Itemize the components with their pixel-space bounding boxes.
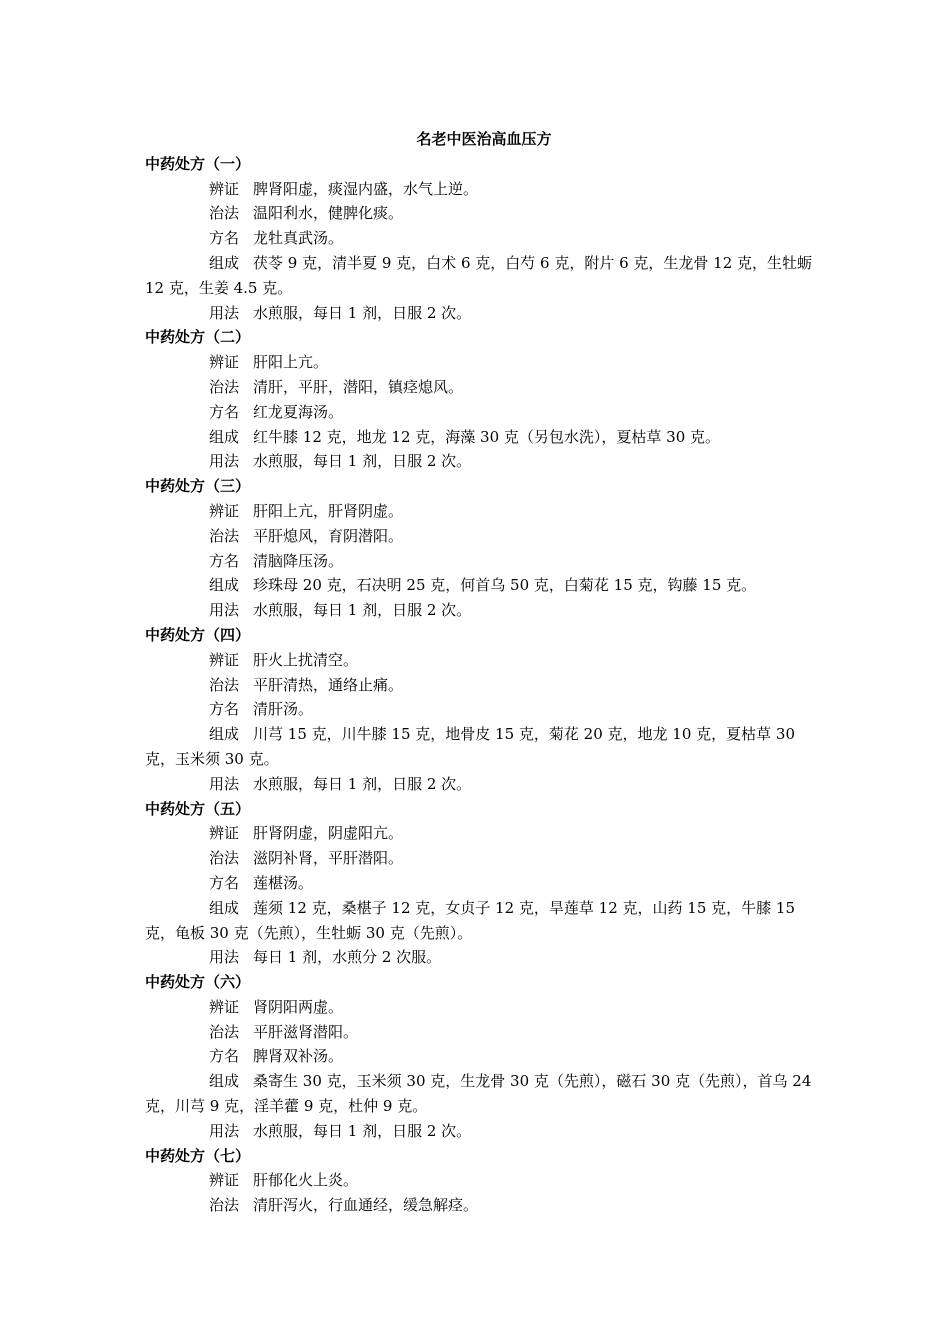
entry-label: 组成 — [209, 1072, 240, 1091]
prescription-section — [145, 1144, 815, 1218]
prescription-entry — [145, 499, 815, 524]
entry-label: 用法 — [209, 601, 240, 620]
entry-text: 红牛膝 12 克，地龙 12 克，海藻 30 克（另包水洗），夏枯草 30 克。 — [253, 427, 721, 446]
prescription-entry — [145, 1020, 815, 1045]
entry-label: 方名 — [209, 402, 240, 421]
entry-text: 脾肾双补汤。 — [253, 1047, 344, 1066]
section-heading: 中药处方（一） — [145, 154, 251, 173]
entry-text: 珍珠母 20 克，石决明 25 克，何首乌 50 克，白菊花 15 克，钩藤 15 克。 — [253, 576, 757, 595]
prescription-entry — [145, 1168, 815, 1193]
prescription-section — [145, 325, 815, 474]
entry-text: 清肝汤。 — [253, 700, 314, 719]
entry-text: 肾阴阳两虚。 — [253, 997, 344, 1016]
section-heading: 中药处方（六） — [145, 973, 251, 992]
prescription-entry — [145, 449, 815, 474]
entry-label: 用法 — [209, 303, 240, 322]
prescription-entry — [145, 598, 815, 623]
prescription-entry — [145, 821, 815, 846]
prescription-entry — [145, 425, 815, 450]
section-heading: 中药处方（三） — [145, 477, 251, 496]
prescription-entry — [145, 945, 815, 970]
entry-text: 每日 1 剂，水煎分 2 次服。 — [253, 948, 442, 967]
prescription-entry — [145, 226, 815, 251]
entry-label: 治法 — [209, 1022, 240, 1041]
entry-text: 平肝熄风，育阴潜阳。 — [253, 526, 404, 545]
prescription-entry — [145, 673, 815, 698]
entry-text: 肝郁化火上炎。 — [253, 1171, 359, 1190]
entry-label: 治法 — [209, 1196, 240, 1215]
prescription-entry — [145, 1119, 815, 1144]
entry-text: 滋阴补肾，平肝潜阳。 — [253, 849, 404, 868]
entry-label: 方名 — [209, 700, 240, 719]
entry-label: 辨证 — [209, 353, 240, 372]
entry-text: 莲须 12 克，桑椹子 12 克，女贞子 12 克，旱莲草 12 克，山药 15 克，牛膝 15 克，龟板 30 克（先煎），生牡蛎 30 克（先煎）。 — [145, 898, 795, 942]
entry-label: 方名 — [209, 229, 240, 248]
entry-text: 清肝，平肝，潜阳，镇痉熄风。 — [253, 377, 464, 396]
entry-text: 川芎 15 克，川牛膝 15 克，地骨皮 15 克，菊花 20 克，地龙 10 克，夏枯草 30 克，玉米须 30 克。 — [145, 725, 795, 768]
entry-label: 方名 — [209, 873, 240, 892]
entry-text: 桑寄生 30 克，玉米须 30 克，生龙骨 30 克（先煎），磁石 30 克（先煎），首乌 24 克，川芎 9 克，淫羊藿 9 克，杜仲 9 克。 — [145, 1072, 812, 1116]
entry-text: 莲椹汤。 — [253, 873, 314, 892]
prescription-entry — [145, 400, 815, 425]
prescription-entry — [145, 251, 815, 301]
prescription-entry — [145, 846, 815, 871]
entry-label: 辨证 — [209, 824, 240, 843]
entry-label: 组成 — [209, 576, 240, 595]
prescription-section — [145, 623, 815, 797]
entry-text: 水煎服，每日 1 剂，日服 2 次。 — [253, 303, 472, 322]
entry-text: 水煎服，每日 1 剂，日服 2 次。 — [253, 452, 472, 471]
entry-label: 用法 — [209, 774, 240, 793]
entry-label: 治法 — [209, 849, 240, 868]
entry-label: 用法 — [209, 948, 240, 967]
section-heading: 中药处方（五） — [145, 799, 251, 818]
prescription-entry — [145, 896, 815, 946]
prescription-entry — [145, 697, 815, 722]
entry-label: 组成 — [209, 427, 240, 446]
entry-label: 组成 — [209, 898, 240, 917]
section-heading: 中药处方（四） — [145, 625, 251, 644]
entry-text: 温阳利水，健脾化痰。 — [253, 204, 404, 223]
entry-label: 方名 — [209, 551, 240, 570]
entry-label: 治法 — [209, 377, 240, 396]
prescription-entry — [145, 524, 815, 549]
entry-text: 平肝清热，通络止痛。 — [253, 675, 404, 694]
document-body — [145, 127, 815, 1218]
entry-text: 肝阳上亢。 — [253, 353, 329, 372]
entry-text: 肝火上扰清空。 — [253, 650, 359, 669]
entry-label: 治法 — [209, 526, 240, 545]
prescription-entry — [145, 350, 815, 375]
entry-text: 脾肾阳虚，痰湿内盛，水气上逆。 — [253, 179, 479, 198]
entry-text: 水煎服，每日 1 剂，日服 2 次。 — [253, 774, 472, 793]
entry-label: 辨证 — [209, 1171, 240, 1190]
entry-text: 茯苓 9 克，清半夏 9 克，白术 6 克，白芍 6 克，附片 6 克，生龙骨 12 克，生牡蛎 12 克，生姜 4.5 克。 — [145, 253, 813, 297]
entry-label: 组成 — [209, 253, 240, 272]
prescription-entry — [145, 177, 815, 202]
prescription-entry — [145, 722, 815, 772]
entry-label: 治法 — [209, 675, 240, 694]
prescription-section — [145, 970, 815, 1144]
entry-label: 辨证 — [209, 997, 240, 1016]
prescription-entry — [145, 1044, 815, 1069]
entry-text: 肝阳上亢，肝肾阴虚。 — [253, 501, 404, 520]
entry-text: 水煎服，每日 1 剂，日服 2 次。 — [253, 1121, 472, 1140]
prescription-entry — [145, 375, 815, 400]
prescription-section — [145, 474, 815, 623]
prescription-entry — [145, 648, 815, 673]
prescription-list — [145, 152, 815, 1218]
prescription-entry — [145, 549, 815, 574]
entry-label: 治法 — [209, 204, 240, 223]
entry-text: 清肝泻火，行血通经，缓急解痉。 — [253, 1196, 479, 1215]
entry-label: 用法 — [209, 1121, 240, 1140]
entry-text: 肝肾阴虚，阴虚阳亢。 — [253, 824, 404, 843]
entry-label: 用法 — [209, 452, 240, 471]
entry-text: 清脑降压汤。 — [253, 551, 344, 570]
prescription-entry — [145, 1193, 815, 1218]
prescription-entry — [145, 301, 815, 326]
entry-label: 辨证 — [209, 650, 240, 669]
entry-text: 水煎服，每日 1 剂，日服 2 次。 — [253, 601, 472, 620]
prescription-section — [145, 152, 815, 326]
page-title: 名老中医治高血压方 — [416, 130, 552, 148]
entry-label: 辨证 — [209, 501, 240, 520]
prescription-entry — [145, 772, 815, 797]
entry-text: 平肝滋肾潜阳。 — [253, 1022, 359, 1041]
entry-text: 龙牡真武汤。 — [253, 229, 344, 248]
prescription-entry — [145, 871, 815, 896]
section-heading: 中药处方（二） — [145, 328, 251, 347]
prescription-entry — [145, 1069, 815, 1119]
section-heading: 中药处方（七） — [145, 1146, 251, 1165]
entry-label: 方名 — [209, 1047, 240, 1066]
prescription-section — [145, 797, 815, 971]
entry-text: 红龙夏海汤。 — [253, 402, 344, 421]
entry-label: 辨证 — [209, 179, 240, 198]
prescription-entry — [145, 995, 815, 1020]
prescription-entry — [145, 573, 815, 598]
entry-label: 组成 — [209, 725, 240, 744]
prescription-entry — [145, 201, 815, 226]
